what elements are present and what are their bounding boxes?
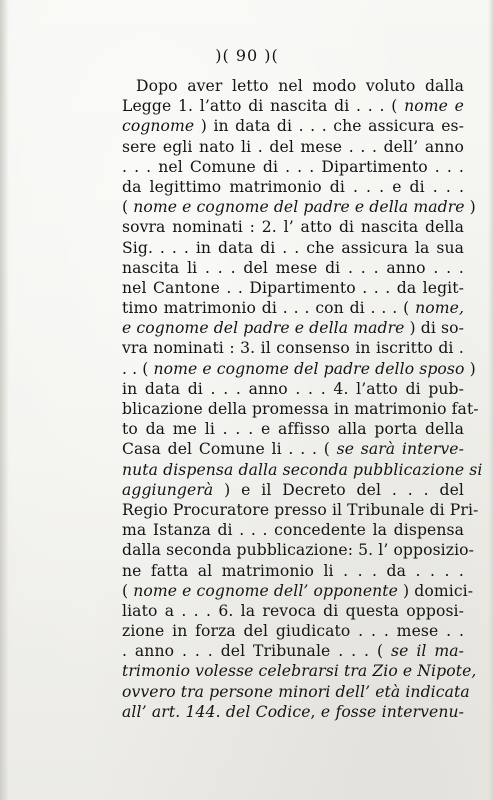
text-line [122,76,464,96]
text-line [122,641,464,661]
italic-text-run: nome e [404,97,464,116]
italic-text-run: trimonio volesse celebrarsi tra Zio e Nipote, [122,662,477,681]
text-line [122,379,464,399]
text-run: nascita li . . . del mese di . . . anno . . . [122,258,464,277]
text-line [122,480,464,500]
text-line [122,581,474,601]
text-line [122,278,464,298]
italic-text-run: cognome [122,117,195,136]
italic-text-run: se sarà interve- [336,440,464,459]
text-line [122,338,464,358]
text-line [122,197,476,217]
text-run: ) domici- [398,581,474,600]
text-line [122,661,477,681]
text-run: dalla seconda pubblicazione: 5. l’ opposizio- [122,541,475,560]
italic-text-run: nome e cognome dell’ opponente [133,581,398,600]
text-run: liato a . . . 6. la revoca di questa opposi- [122,601,464,620]
italic-text-run: e cognome del padre e della madre [122,319,405,338]
text-run: sovra nominati : 2. l’ atto di nascita della [122,218,464,237]
text-run: to da me li . . . e affisso alla porta della [122,420,464,439]
text-line [122,682,470,702]
text-line [122,561,464,581]
text-line [122,238,464,258]
italic-text-run: e fosse intervenu- [320,702,464,721]
text-run: ) [464,198,476,217]
text-line [122,258,464,278]
text-run: Legge 1. l’atto di nascita di . . . ( [122,97,405,116]
text-line [122,116,464,136]
text-run: , [310,702,321,721]
text-run: ) in data di . . . che assicura es- [194,117,464,136]
text-line [122,318,464,338]
italic-text-run: nome e cognome del padre e della madre [133,198,465,217]
text-run: da legittimo matrimonio di . . . e di . . . [122,177,464,196]
text-run: Casa del Comune li . . . ( [122,440,337,459]
text-run: ) di so- [404,319,464,338]
text-run: . . . nel Comune di . . . Dipartimento . . . [122,157,464,176]
italic-text-run: se il ma- [391,642,465,661]
italic-text-run: all’ art. 144. del Codice [122,702,311,721]
text-run: . anno . . . del Tribunale . . . ( [122,642,392,661]
italic-text-run: nome, [415,299,464,318]
text-run: ( [122,198,134,217]
text-line [122,460,483,480]
text-line [122,540,475,560]
page-left-shadow [0,0,9,800]
text-line [122,399,479,419]
text-line [122,601,464,621]
text-run: in data di . . . anno . . . 4. l’atto di pub- [122,379,464,398]
page-right-shadow [488,0,494,800]
text-line [122,439,464,459]
italic-text-run: nuta dispensa dalla seconda pubblicazione si [122,460,483,479]
text-line [122,500,479,520]
text-run: vra nominati : 3. il consenso in iscritto di . [122,339,464,358]
text-line [122,177,464,197]
text-line [122,298,464,318]
text-run: timo matrimonio di . . . con di . . . ( [122,299,416,318]
text-line [122,137,464,157]
text-run: blicazione della promessa in matrimonio fat- [122,400,479,418]
text-line [122,157,464,177]
text-run: ) e il Decreto del . . . del [213,480,464,499]
text-line [122,359,476,379]
text-line [122,96,464,116]
text-line [122,217,464,237]
italic-text-run: nome e cognome del padre dello sposo [153,359,465,378]
text-run: ) [464,359,476,378]
text-run: Dopo aver letto nel modo voluto dalla [136,77,464,95]
text-run: Regio Procuratore presso il Tribunale di Pri- [122,500,479,519]
text-line [122,419,464,439]
text-run: sere egli nato li . del mese . . . dell’ anno [122,137,464,156]
text-run: ma Istanza di . . . concedente la dispensa [122,521,464,540]
text-run: Sig. . . . in data di . . che assicura la sua [122,238,464,257]
text-run: nel Cantone . . Dipartimento . . . da legit- [122,278,464,297]
text-line [122,520,464,540]
italic-text-run: aggiungerà [122,480,214,499]
page-number: )( 90 )( [215,46,279,65]
text-run: zione in forza del giudicato . . . mese . . [122,622,464,641]
body-text [122,76,483,722]
text-run: . . ( [122,359,154,378]
text-run: ( [122,581,134,600]
text-line [122,702,464,722]
text-line [122,621,464,641]
text-run: ne fatta al matrimonio li . . . da . . . . [122,561,464,580]
italic-text-run: ovvero tra persone minori dell’ età indicata [122,682,470,701]
